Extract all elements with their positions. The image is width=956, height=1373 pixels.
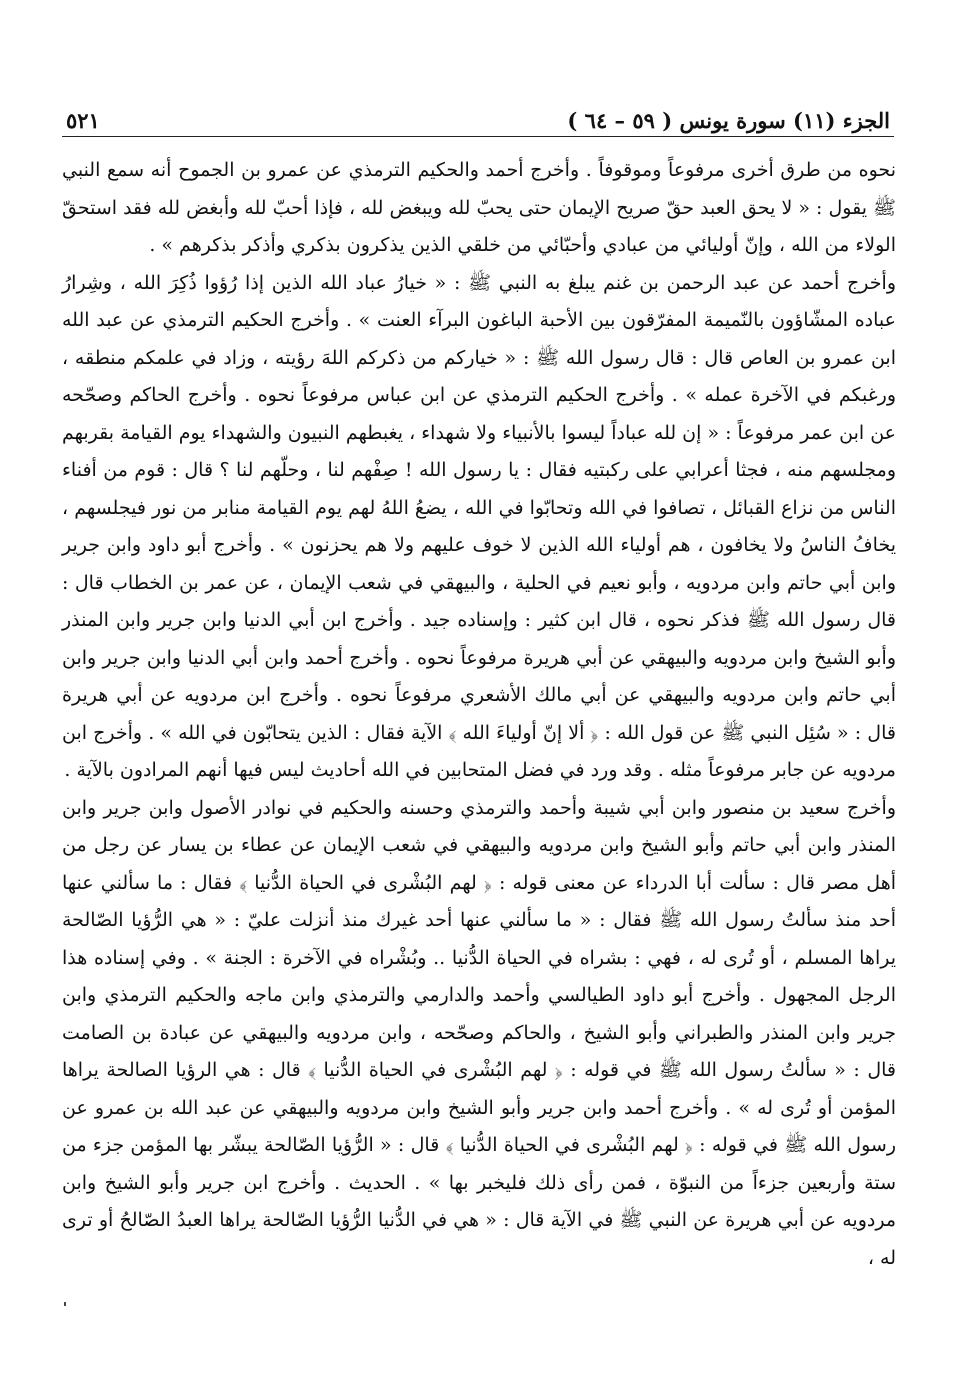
body-text xyxy=(62,152,896,1277)
page-number: ٥٢١ xyxy=(66,107,100,133)
header-rule xyxy=(62,136,894,137)
paragraph: وأخرج أحمد عن عبد الرحمن بن غنم يبلغ به النبي ﷺ : « خيارُ عباد الله الذين إذا رُؤوا ذُكِرَ الله ، وشِرارُ عباده المشّاؤون بالنّميمة المفرّقون بين الأحبة الباغون البرآء العنت » . وأخرج الحكيم الترمذي عن عبد الله ابن عمرو بن العاص قال : قال رسول الله ﷺ : « خياركم من ذكركم اللهَ رؤيته ، وزاد في علمكم منطقه ، ورغبكم في الآخرة عمله » . وأخرج الحكيم الترمذي عن ابن عباس مرفوعاً نحوه . وأخرج الحاكم وصحّحه عن ابن عمر مرفوعاً : « إن لله عباداً ليسوا بالأنبياء ولا شهداء ، يغبطهم النبيون والشهداء يوم القيامة بقربهم ومجلسهم منه ، فجثا أعرابي على ركبتيه فقال : يا رسول الله ! صِفْهم لنا ، وحلّهم لنا ؟ قال : قوم من أفناء الناس من نزاع القبائل ، تصافوا في الله وتحابّوا في الله ، يضعُ اللهُ لهم يوم القيامة منابر من نور فيجلسهم ، يخافُ الناسُ ولا يخافون ، هم أولياء الله الذين لا خوف عليهم ولا هم يحزنون » . وأخرج أبو داود وابن جرير وابن أبي حاتم وابن مردويه ، وأبو نعيم في الحلية ، والبيهقي في شعب الإيمان ، عن عمر بن الخطاب قال : قال رسول الله ﷺ فذكر نحوه ، قال ابن كثير : وإسناده جيد . وأخرج ابن أبي الدنيا وابن جرير وابن المنذر وأبو الشيخ وابن مردويه والبيهقي عن أبي هريرة مرفوعاً نحوه . وأخرج أحمد وابن أبي الدنيا وابن جرير وابن أبي حاتم وابن مردويه والبيهقي عن أبي مالك الأشعري مرفوعاً نحوه . وأخرج ابن مردويه عن أبي هريرة قال : « سُئِل النبي ﷺ عن قول الله : ﴿ ألا إنّ أولياءَ الله ﴾ الآية فقال : الذين يتحابّون في الله » . وأخرج ابن مردويه عن جابر مرفوعاً مثله . وقد ورد في فضل المتحابين في الله أحاديث ليس فيها أنهم المرادون بالآية . xyxy=(61,271,896,781)
paragraph: نحوه من طرق أخرى مرفوعاً وموقوفاً . وأخرج أحمد والحكيم الترمذي عن عمرو بن الجموح أنه سمع النبي ﷺ يقول : « لا يحق العبد حقّ صريح الإيمان حتى يحبّ لله ويبغض لله ، فإذا أحبّ لله وأبغض لله فقد استحقّ الولاء من الله ، وإنّ أوليائي من عبادي وأحبّائي من خلقي الذين يذكرون بذكري وأذكر بذكرهم » . xyxy=(62,159,896,256)
page-header xyxy=(66,100,890,140)
scan-speck xyxy=(64,1302,66,1306)
paragraph: وأخرج سعيد بن منصور وابن أبي شيبة وأحمد والترمذي وحسنه والحكيم في نوادر الأصول وابن جرير وابن المنذر وابن أبي حاتم وأبو الشيخ وابن مردويه والبيهقي في شعب الإيمان عن عطاء بن يسار عن رجل من أهل مصر قال : سألت أبا الدرداء عن معنى قوله : ﴿ لهم البُشْرى في الحياة الدُّنيا ﴾ فقال : ما سألني عنها أحد منذ سألتُ رسول الله ﷺ فقال : « ما سألني عنها أحد غيرك منذ أنزلت عليّ : « هي الرُّؤيا الصّالحة يراها المسلم ، أو تُرى له ، فهي : بشراه في الحياة الدُّنيا .. وبُشْراه في الآخرة : الجنة » . وفي إسناده هذا الرجل المجهول . وأخرج أبو داود الطيالسي وأحمد والدارمي والترمذي وابن ماجه والحكيم الترمذي وابن جرير وابن المنذر والطبراني وأبو الشيخ ، والحاكم وصحّحه ، وابن مردويه والبيهقي عن عبادة بن الصامت قال : « سألتُ رسول الله ﷺ في قوله : ﴿ لهم البُشْرى في الحياة الدُّنيا ﴾ قال : هي الرؤيا الصالحة يراها المؤمن أو تُرى له » . وأخرج أحمد وابن جرير وأبو الشيخ وابن مردويه والبيهقي عن عبد الله بن عمرو عن رسول الله ﷺ في قوله : ﴿ لهم البُشْرى في الحياة الدُّنيا ﴾ قال : « الرُّؤيا الصّالحة يبشّر بها المؤمن جزء من ستة وأربعين جزءاً من النبوّة ، فمن رأى ذلك فليخبر بها » . الحديث . وأخرج ابن جرير وأبو الشيخ وابن مردويه عن أبي هريرة عن النبي ﷺ في الآية قال : « هي في الدُّنيا الرُّؤيا الصّالحة يراها العبدُ الصّالحُ أو ترى له ، xyxy=(62,796,897,1269)
running-title: الجزء (١١) سورة يونس ( ٥٩ – ٦٤ ) xyxy=(567,107,890,133)
